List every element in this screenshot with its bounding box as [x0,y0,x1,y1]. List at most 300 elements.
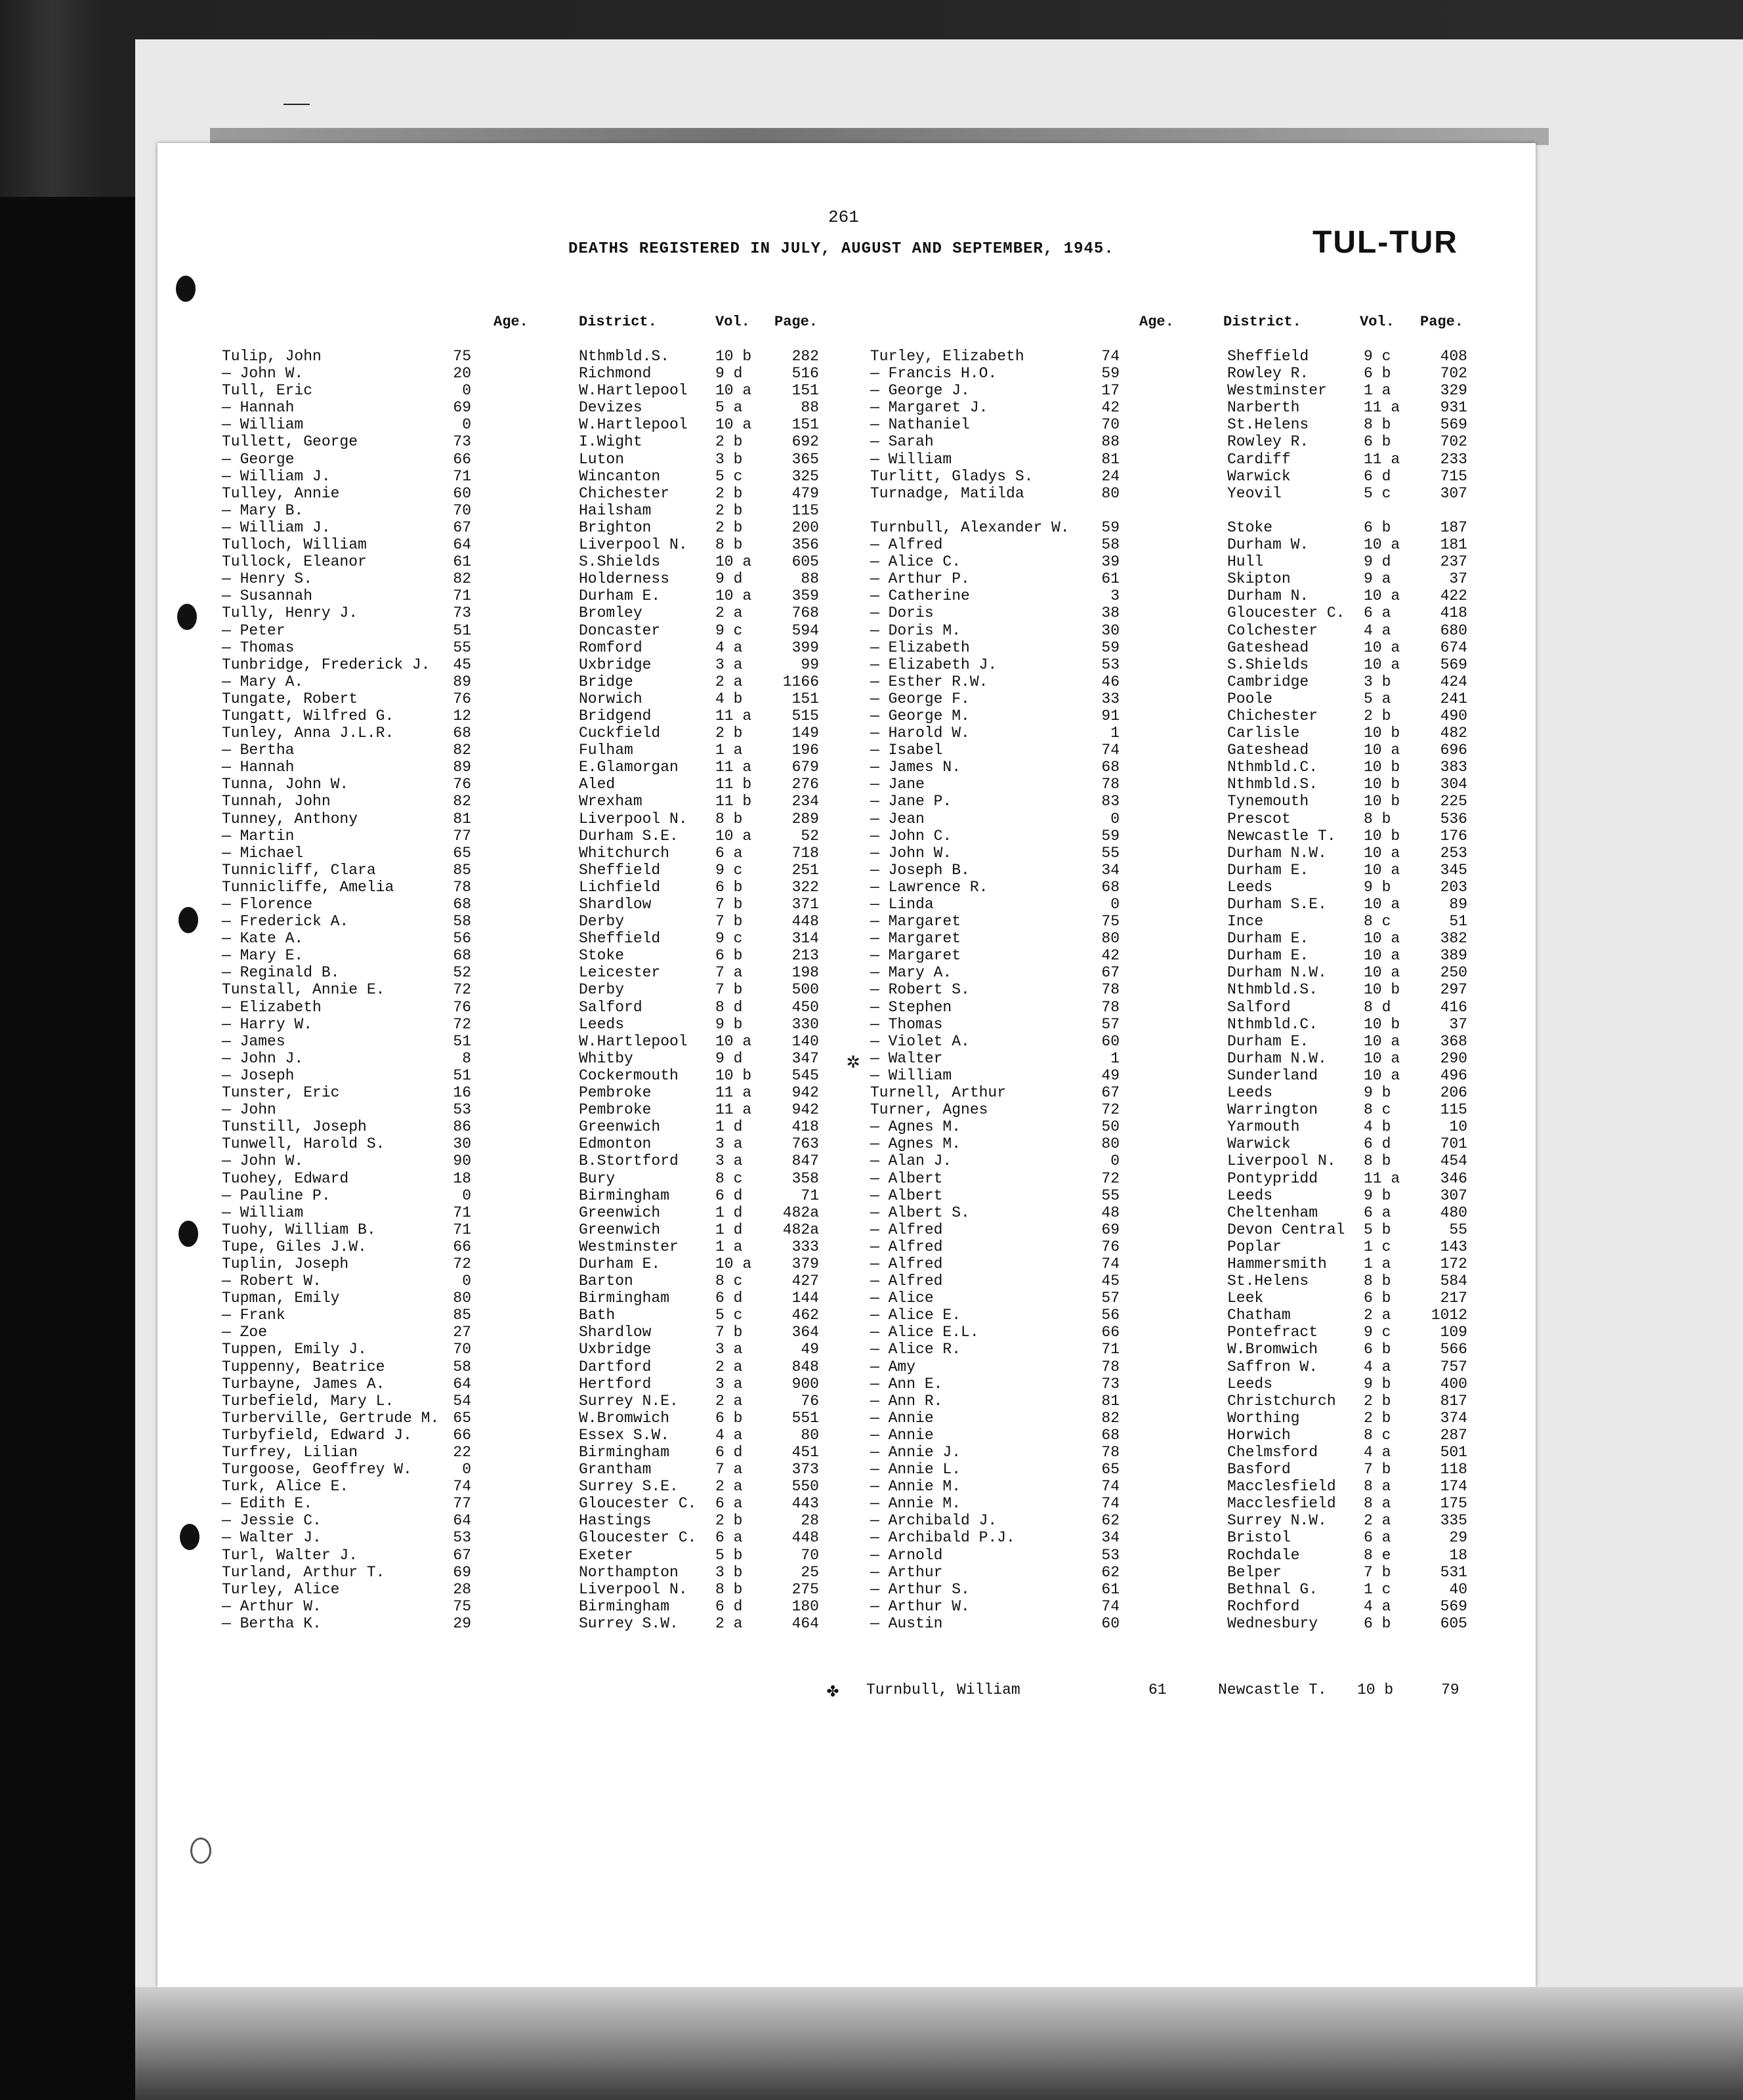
entry-page: 71 [801,1186,819,1204]
entry-name: — Alfred [870,536,943,554]
entry-vol: 2 a [715,604,743,622]
entry-name: — Thomas [870,1015,943,1033]
entry-vol: 8 c [715,1169,743,1187]
entry-name: — Alfred [870,1221,943,1238]
entry-age: 0 [462,416,471,434]
header-page-left: Page. [774,314,818,330]
entry-vol: 9 d [1364,553,1391,571]
entry-vol: 2 b [1364,707,1391,724]
entry-age: 0 [462,1272,471,1290]
entry-age: 76 [453,998,471,1016]
entry-name: — Margaret [870,930,961,948]
register-entry [222,1255,826,1272]
entry-vol: 9 a [1364,570,1391,588]
entry-page: 942 [791,1101,819,1119]
entry-page: 196 [791,742,819,759]
footer-age: 61 [1148,1681,1167,1698]
entry-page: 545 [791,1066,819,1084]
entry-age: 78 [1101,1444,1120,1461]
entry-vol: 10 a [1364,844,1400,862]
register-entry [870,947,1474,964]
register-entry [870,759,1474,776]
entry-vol: 2 b [1364,1409,1391,1427]
entry-district: Gloucester C. [1227,604,1345,622]
entry-vol: 6 a [1364,1529,1391,1547]
entry-name: Tunnah, John [222,793,331,810]
entry-vol: 2 a [715,1392,743,1410]
entry-district: B.Stortford [579,1152,679,1170]
entry-name: — Harold W. [870,724,970,742]
entry-district: Norwich [579,690,642,707]
register-entry [222,553,826,570]
entry-page: 297 [1440,981,1467,999]
register-entry [222,930,826,947]
entry-name: — William [222,416,304,434]
entry-district: Poplar [1227,1238,1282,1255]
entry-page: 605 [791,553,819,571]
entry-age: 67 [1101,964,1120,982]
entry-district: Durham E. [579,1255,661,1272]
entry-page: 450 [791,998,819,1016]
entry-page: 88 [801,399,819,417]
entry-district: Colchester [1227,621,1318,639]
entry-vol: 7 b [1364,1461,1391,1479]
entry-district: Derby [579,981,625,999]
entry-vol: 8 c [1364,913,1391,931]
entry-district: Edmonton [579,1135,652,1153]
entry-page: 757 [1440,1358,1467,1376]
entry-page: 464 [791,1614,819,1632]
register-entry [222,1016,826,1033]
entry-name: — Esther R.W. [870,673,988,690]
entry-name: — Bertha K. [222,1614,322,1632]
entry-age: 82 [1101,1409,1120,1427]
entry-age: 34 [1101,1529,1120,1547]
entry-age: 42 [1101,399,1120,417]
entry-age: 90 [453,1152,471,1170]
entry-vol: 10 b [1364,724,1400,742]
entry-age: 88 [1101,433,1120,451]
entry-page: 115 [1440,1101,1467,1119]
entry-name: Tuohy, William B. [222,1221,376,1238]
entry-district: Chichester [1227,707,1318,724]
entry-district: I.Wight [579,433,642,451]
entry-name: Tullett, George [222,433,358,451]
register-entry [870,930,1474,947]
entry-page: 416 [1440,998,1467,1016]
entry-age: 51 [453,1066,471,1084]
entry-name: — John J. [222,1049,304,1067]
entry-name: Turbefield, Mary L. [222,1392,394,1410]
register-entry [222,1290,826,1307]
entry-age: 53 [1101,656,1120,673]
entry-district: Tynemouth [1227,793,1309,810]
entry-vol: 10 b [1364,981,1400,999]
entry-vol: 3 b [715,1563,743,1581]
entry-page: 817 [1440,1392,1467,1410]
entry-district: Belper [1227,1563,1282,1581]
entry-page: 346 [1440,1169,1467,1187]
entry-name: — Albert S. [870,1204,970,1221]
entry-district: Cuckfield [579,724,661,742]
entry-vol: 7 b [715,981,743,999]
entry-district: Stoke [579,947,625,965]
entry-name: — Alfred [870,1255,943,1272]
entry-page: 847 [791,1152,819,1170]
entry-vol: 10 a [715,1032,752,1050]
entry-district: Wincanton [579,467,661,485]
entry-page: 151 [791,690,819,707]
register-entry [870,536,1474,553]
entry-vol: 10 a [715,416,752,434]
entry-name: Turl, Walter J. [222,1546,358,1564]
entry-age: 58 [453,913,471,931]
scan-bottom-edge [135,1987,1743,2100]
entry-district: W.Hartlepool [579,416,688,434]
entry-name: — Joseph [222,1066,295,1084]
entry-vol: 8 b [1364,416,1391,434]
entry-page: 151 [791,416,819,434]
margin-mark: ✲ [847,1050,860,1075]
entry-page: 448 [791,913,819,931]
entry-district: Gloucester C. [579,1529,697,1547]
register-entry [222,1547,826,1564]
register-entry [870,382,1474,399]
entry-name: — John [222,1101,276,1119]
entry-name: — Frederick A. [222,913,349,931]
entry-page: 55 [1449,1221,1467,1238]
register-entry [870,1564,1474,1581]
entry-vol: 6 b [1364,1614,1391,1632]
entry-age: 38 [1101,604,1120,622]
entry-vol: 9 b [1364,1084,1391,1102]
entry-page: 203 [1440,878,1467,896]
entry-district: Stoke [1227,518,1273,536]
entry-district: Greenwich [579,1118,661,1136]
entry-age: 81 [453,810,471,828]
entry-age: 59 [1101,365,1120,383]
entry-age: 80 [1101,484,1120,502]
register-entry [222,587,826,604]
entry-age: 68 [453,896,471,913]
entry-age: 85 [453,1307,471,1324]
entry-vol: 9 b [715,1015,743,1033]
entry-age: 45 [453,656,471,673]
register-entry [222,1512,826,1529]
entry-district: Liverpool N. [579,810,688,828]
entry-vol: 10 a [1364,930,1400,948]
entry-district: Rowley R. [1227,433,1309,451]
entry-age: 0 [462,1186,471,1204]
entry-name: — Alice E. [870,1307,961,1324]
entry-name: — Florence [222,896,313,913]
register-entry [222,604,826,621]
entry-name: — Ann R. [870,1392,943,1410]
entry-name: — Alice R. [870,1341,961,1358]
entry-district: Liverpool N. [579,1580,688,1598]
entry-district: Leeds [579,1015,625,1033]
entry-district: Ince [1227,913,1264,931]
entry-name: Tungate, Robert [222,690,358,707]
entry-name: — Alfred [870,1272,943,1290]
entry-age: 68 [1101,1426,1120,1444]
entry-district: Prescot [1227,810,1291,828]
entry-vol: 10 a [715,382,752,400]
index-range-code: TUL-TUR [1312,225,1458,260]
entry-page: 422 [1440,587,1467,605]
entry-age: 58 [1101,536,1120,554]
entry-district: Nthmbld.S. [1227,776,1318,793]
entry-age: 33 [1101,690,1120,707]
register-entry [870,1204,1474,1221]
entry-vol: 9 c [715,861,743,879]
footer-entry [827,1681,1470,1701]
footer-mark: ✤ [827,1681,839,1703]
entry-page: 462 [791,1307,819,1324]
entry-vol: 6 d [1364,467,1391,485]
register-entry [870,365,1474,382]
entry-vol: 9 c [1364,348,1391,365]
register-entry [870,1152,1474,1169]
register-entry [222,1204,826,1221]
entry-vol: 5 b [1364,1221,1391,1238]
entry-vol: 5 a [715,399,743,417]
register-entry [222,382,826,399]
entry-name: Tupman, Emily [222,1290,340,1307]
register-entry [222,1238,826,1255]
register-entry [222,913,826,930]
entry-age: 53 [1101,1546,1120,1564]
register-entry [870,416,1474,433]
entry-vol: 2 a [1364,1512,1391,1530]
entry-age: 55 [1101,844,1120,862]
entry-district: Hammersmith [1227,1255,1327,1272]
entry-page: 88 [801,570,819,588]
register-entry [222,639,826,656]
entry-page: 359 [791,587,819,605]
entry-page: 18 [1449,1546,1467,1564]
entry-age: 80 [1101,1135,1120,1153]
entry-name: — Peter [222,621,285,639]
entry-page: 80 [801,1426,819,1444]
entry-vol: 10 a [1364,964,1400,982]
entry-age: 74 [453,1478,471,1496]
entry-vol: 8 b [1364,1152,1391,1170]
entry-name: Turberville, Gertrude M. [222,1409,440,1427]
entry-age: 68 [453,724,471,742]
entry-vol: 10 b [1364,759,1400,776]
entry-age: 71 [453,1221,471,1238]
entry-name: Tully, Henry J. [222,604,358,622]
register-entry [222,742,826,759]
entry-page: 70 [801,1546,819,1564]
entry-vol: 8 d [715,998,743,1016]
entry-district: Durham S.E. [1227,896,1327,913]
entry-page: 356 [791,536,819,554]
entry-page: 531 [1440,1563,1467,1581]
entry-name: — Jean [870,810,925,828]
entry-age: 16 [453,1084,471,1102]
register-entry [222,999,826,1016]
entry-district: Nthmbld.C. [1227,759,1318,776]
entry-vol: 8 a [1364,1478,1391,1496]
entry-age: 67 [453,1546,471,1564]
register-entry [870,793,1474,810]
entry-page: 696 [1440,742,1467,759]
register-entry [870,1461,1474,1478]
register-entry [222,622,826,639]
entry-district: Surrey S.E. [579,1478,679,1496]
entry-name: — Agnes M. [870,1135,961,1153]
entry-vol: 9 b [1364,1186,1391,1204]
entry-age: 1 [1110,724,1120,742]
entry-age: 65 [1101,1461,1120,1479]
entry-vol: 9 c [1364,1324,1391,1341]
entry-age: 60 [1101,1614,1120,1632]
entry-age: 78 [1101,1358,1120,1376]
entry-name: Tulloch, William [222,536,367,554]
entry-district: Dartford [579,1358,652,1376]
entry-vol: 2 a [1364,1307,1391,1324]
entry-name: — Doris M. [870,621,961,639]
entry-age: 64 [453,1512,471,1530]
register-entry [222,1152,826,1169]
entry-vol: 11 a [1364,399,1400,417]
entry-district: Barton [579,1272,633,1290]
entry-vol: 5 c [715,1307,743,1324]
entry-name: — Annie M. [870,1478,961,1496]
entry-district: Aled [579,776,616,793]
entry-vol: 8 c [1364,1426,1391,1444]
entry-district: Devizes [579,399,642,417]
register-entry [870,1324,1474,1341]
entry-district: Leeds [1227,1375,1273,1393]
register-entry [870,639,1474,656]
entry-age: 76 [1101,1238,1120,1255]
register-entry [222,1118,826,1135]
entry-district: Liverpool N. [579,536,688,554]
entry-page: 304 [1440,776,1467,793]
entry-vol: 10 a [1364,896,1400,913]
entry-vol: 7 b [715,913,743,931]
entry-district: Pembroke [579,1084,652,1102]
entry-district: Surrey N.E. [579,1392,679,1410]
register-entry [870,1427,1474,1444]
entry-age: 85 [453,861,471,879]
entry-name: — Robert W. [222,1272,322,1290]
entry-name: Tunstill, Joseph [222,1118,367,1136]
entry-vol: 3 a [715,1341,743,1358]
register-entry [222,776,826,793]
register-entry [870,673,1474,690]
entry-age: 73 [453,433,471,451]
entry-vol: 2 b [1364,1392,1391,1410]
entry-district: W.Hartlepool [579,1032,688,1050]
entry-name: — Walter J. [222,1529,322,1547]
entry-name: — Amy [870,1358,916,1376]
entry-district: W.Bromwich [579,1409,670,1427]
entry-page: 516 [791,365,819,383]
register-entry [870,1529,1474,1546]
entry-page: 282 [791,348,819,365]
entry-district: Durham N. [1227,587,1309,605]
entry-age: 78 [1101,776,1120,793]
entry-name: — George F. [870,690,970,707]
entry-vol: 6 b [1364,1341,1391,1358]
entry-district: Warwick [1227,467,1291,485]
entry-vol: 6 d [715,1186,743,1204]
entry-age: 69 [1101,1221,1120,1238]
entry-age: 89 [453,759,471,776]
entry-district: W.Bromwich [1227,1341,1318,1358]
entry-age: 57 [1101,1015,1120,1033]
register-entry [870,1376,1474,1393]
entry-district: Durham E. [1227,1032,1309,1050]
entry-name: — Elizabeth [870,639,970,656]
entry-district: W.Hartlepool [579,382,688,400]
entry-age: 71 [453,1204,471,1221]
entry-vol: 10 b [1364,776,1400,793]
entry-vol: 7 a [715,964,743,982]
entry-vol: 1 d [715,1204,743,1221]
entry-page: 692 [791,433,819,451]
register-entry [222,759,826,776]
entry-name: Tull, Eric [222,382,313,400]
register-entry [870,1547,1474,1564]
entry-district: Narberth [1227,399,1300,417]
entry-vol: 9 d [715,1049,743,1067]
entry-age: 51 [453,1032,471,1050]
footer-vol: 10 b [1357,1681,1394,1698]
entry-page: 371 [791,896,819,913]
entry-page: 307 [1440,484,1467,502]
entry-name: — Arthur W. [870,1597,970,1615]
register-entry [870,1341,1474,1358]
entry-page: 674 [1440,639,1467,656]
entry-district: Rowley R. [1227,365,1309,383]
entry-page: 49 [801,1341,819,1358]
register-entry [870,570,1474,587]
entry-name: Turnadge, Matilda [870,484,1024,502]
entry-vol: 6 d [715,1290,743,1307]
register-entry [870,828,1474,845]
register-entry [222,1598,826,1615]
entry-page: 482 [1440,724,1467,742]
register-entry [870,724,1474,742]
header-page-right: Page. [1420,314,1464,330]
entry-vol: 5 c [1364,484,1391,502]
entry-name: — Henry S. [222,570,313,588]
entry-age: 59 [1101,518,1120,536]
entry-vol: 8 c [1364,1101,1391,1119]
entry-name: — Annie J. [870,1444,961,1461]
entry-page: 1166 [782,673,819,690]
entry-page: 250 [1440,964,1467,982]
entry-page: 109 [1440,1324,1467,1341]
register-entry [222,1033,826,1050]
register-entry [870,433,1474,450]
register-entry [222,1324,826,1341]
entry-page: 290 [1440,1049,1467,1067]
entry-age: 0 [1110,810,1120,828]
entry-age: 82 [453,570,471,588]
entry-page: 373 [791,1461,819,1479]
footer-page: 79 [1441,1681,1460,1698]
entry-district: Shardlow [579,1324,652,1341]
entry-name: — George [222,450,295,468]
entry-vol: 10 b [715,348,752,365]
entry-age: 74 [1101,1597,1120,1615]
